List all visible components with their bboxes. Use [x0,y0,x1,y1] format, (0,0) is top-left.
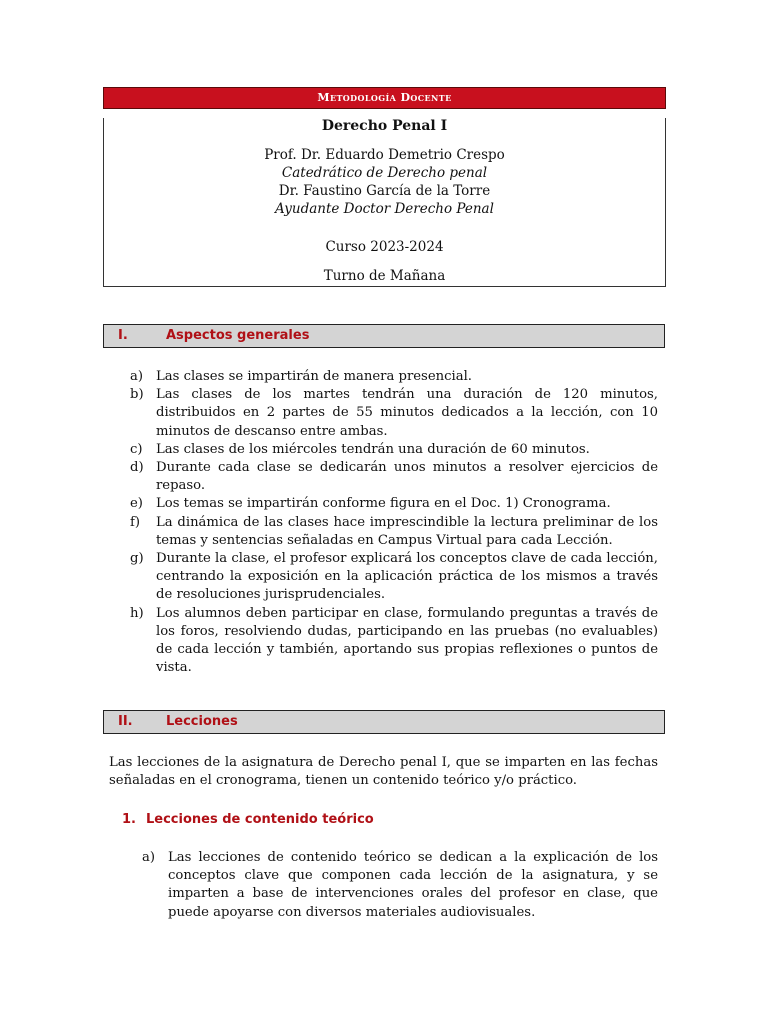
list-marker: d) [130,460,144,476]
list-item [130,441,658,459]
section-heading-lessons [103,710,665,734]
list-item-text: Los alumnos deben participar en clase, formulando preguntas a través de los foros, resolviendo dudas, participando en las pruebas (no evaluables) de cada lección y también, aportando sus propias reflexiones o puntos de vista. [156,605,658,676]
assistant-role: Ayudante Doctor Derecho Penal [275,201,494,217]
list-item-text: Los temas se impartirán conforme figura en el Doc. 1) Cronograma. [156,496,611,512]
course-shift: Turno de Mañana [323,268,446,284]
list-marker: a) [142,850,156,865]
list-item-text: Las lecciones de contenido teórico se dedican a la explicación de los conceptos clave que componen cada lección de la asignatura, y se imparten a base de intervenciones orales del profesor en clase, que puede apoyarse con diversos materiales audiovisuales. [168,850,658,920]
list-item [130,550,658,605]
list-marker: g) [130,551,144,567]
course-name: Derecho Penal I [321,118,448,134]
list-item-text: La dinámica de las clases hace imprescindible la lectura preliminar de los temas y sentencias señaladas en Campus Virtual para cada Lección. [156,514,658,548]
list-item-text: Las clases de los miércoles tendrán una duración de 60 minutos. [156,441,590,457]
list-marker: e) [130,496,143,512]
list-item [130,514,658,550]
list-marker: h) [130,605,144,621]
list-item-text: Las clases de los martes tendrán una duración de 120 minutos, distribuidos en 2 partes de 55 minutos dedicados a la lección, con 10 minutos de descanso entre ambas. [156,387,658,439]
section-number: I. [118,328,128,343]
list-marker: f) [130,514,141,530]
section-heading-general [103,324,665,348]
list-item [130,459,658,495]
list-item-text: Durante la clase, el profesor explicará los conceptos clave de cada lección, centrando la exposición en la aplicación práctica de los mismos a través de resoluciones jurisprudenciales. [156,551,658,603]
course-header-box [103,118,666,287]
list-item [130,368,658,386]
course-year: Curso 2023-2024 [325,239,444,255]
professor-role: Catedrático de Derecho penal [281,165,488,181]
list-item [130,605,658,678]
list-item-text: Las clases se impartirán de manera presencial. [156,369,472,384]
list-marker: b) [130,387,144,403]
lessons-intro-paragraph: Las lecciones de la asignatura de Derecho penal I, que se imparten en las fechas señaladas en el cronograma, tienen un contenido teórico y/o práctico. [109,755,658,789]
section-number: II. [118,714,133,729]
list-item [130,495,658,513]
list-item [130,386,658,441]
section-title: Lecciones [166,714,238,729]
methodology-banner: Metodología Docente [103,87,666,109]
assistant-name: Dr. Faustino García de la Torre [278,183,491,199]
section-title: Aspectos generales [166,328,310,343]
subsection-title: Lecciones de contenido teórico [145,812,374,827]
subsection-heading-theory [122,812,374,827]
list-item-text: Durante cada clase se dedicarán unos minutos a resolver ejercicios de repaso. [156,460,658,494]
theory-lessons-list [142,849,658,922]
list-marker: a) [130,369,144,384]
list-item [142,849,658,922]
subsection-number: 1. [122,812,136,827]
general-aspects-list [130,368,658,677]
professor-name: Prof. Dr. Eduardo Demetrio Crespo [264,147,505,163]
list-marker: c) [130,441,143,457]
